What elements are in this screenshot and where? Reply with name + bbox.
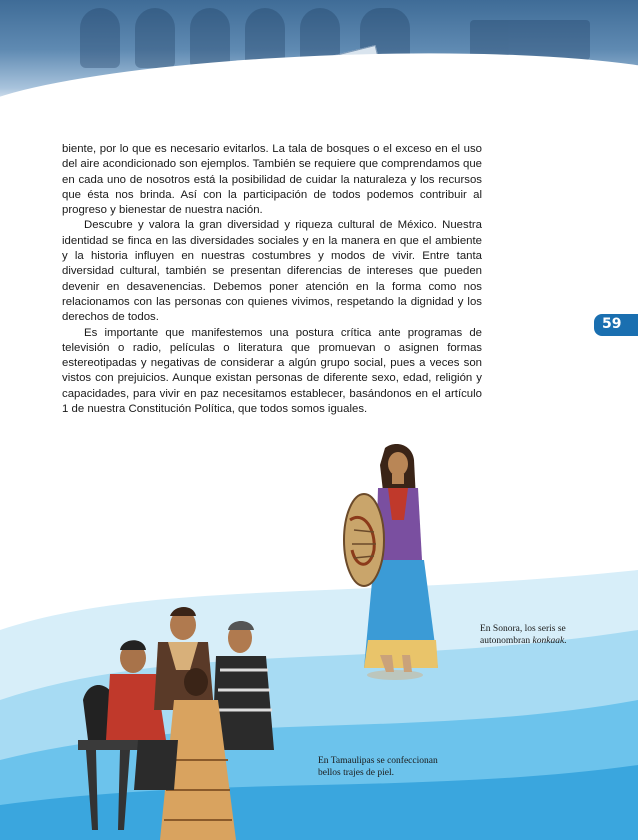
page-number: 59 (602, 316, 622, 332)
paragraph-2: Descubre y valora la gran diversidad y riqueza cultural de México. Nuestra identidad se finca en las diversidades sociales y en la manera en que el ambiente y la historia influyen en nuestras costumbres y modos de vivir. Entre tanta diversidad cultural, también se presentan diferencias de intereses que pueden devenir en desavenencias. Debemos poner atención en la forma como nos relacionamos con las personas con quienes vivimos, respetando la dignidad y los derechos de todos. (62, 219, 482, 324)
caption-sonora-term: konkaak (532, 636, 565, 646)
body-text (62, 142, 482, 417)
caption-sonora-prefix: En Sonora, los seris se autonombran (480, 624, 566, 646)
caption-tamaulipas: En Tamaulipas se confeccionan bellos trajes de piel. (318, 756, 438, 778)
paragraph-1: biente, por lo que es necesario evitarlos. La tala de bosques o el exceso en el uso del aire acondicionado son ejemplos. También se requiere que comprendamos que en cada uno de nosotros está la posibilidad de cuidar la naturaleza y los recursos que ésta nos brinda. Así con la participación de todos podemos contribuir al progreso y bienestar de nuestra nación. (62, 143, 482, 217)
caption-sonora (480, 623, 590, 647)
tamaulipas-group-illustration (78, 590, 288, 840)
header-banner (0, 0, 638, 110)
seri-woman-illustration (340, 440, 450, 685)
caption-sonora-suffix: . (564, 636, 567, 646)
paragraph-3: Es importante que manifestemos una postura crítica ante programas de televisión o radio, películas o literatura que promuevan o asignen formas estereotipadas y negativas de considerar a algún grupo social, pues a veces son vistos con prejuicios. Aunque existan personas de diferente sexo, edad, religión y capacidades, para vivir en paz necesitamos establecer, basándonos en el artículo 1 de nuestra Constitución Política, que todos somos iguales. (62, 326, 482, 416)
